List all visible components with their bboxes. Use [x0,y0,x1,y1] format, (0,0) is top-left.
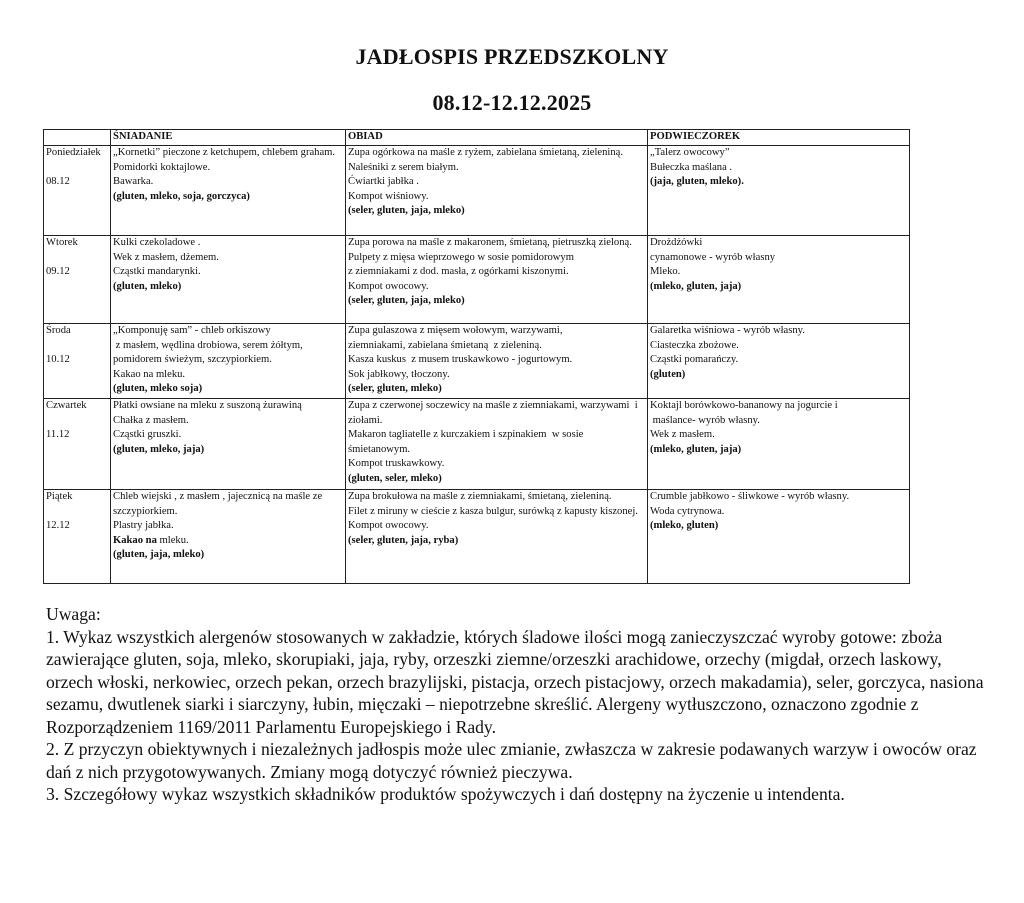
menu-item-line: Zupa z czerwonej soczewicy na maśle z ziemniakami, warzywami i ziołami. [348,400,641,426]
column-header-snack: PODWIECZOREK [648,130,910,146]
day-cell [44,236,111,324]
menu-item-line: Mleko. [650,266,681,278]
day-cell [44,324,111,399]
day-name: Piątek [46,491,73,502]
menu-item-line: Kompot wiśniowy. [348,190,429,202]
menu-item-line: „Komponuję sam” - chleb orkiszowy [113,325,271,336]
menu-item-line: Crumble jabłkowo - śliwkowe - wyrób własny. [650,491,850,502]
menu-item-line: Makaron tagliatelle z kurczakiem i szpinakiem w sosie śmietanowym. [348,429,586,455]
notes-section [46,603,986,806]
menu-item-line: Cząstki gruszki. [113,429,182,441]
menu-table [43,129,910,584]
menu-item-line: Zupa porowa na maśle z makaronem, śmietaną, pietruszką zieloną. [348,237,632,248]
menu-item-line: Wek z masłem. [650,429,715,441]
day-name: Wtorek [46,237,78,248]
allergen-line: (gluten, jaja, mleko) [113,549,205,561]
menu-item-line: Kakao na mleku. [113,368,186,380]
allergen-line: (gluten, seler, mleko) [348,472,442,484]
allergen-line: (gluten) [650,368,686,380]
allergen-line: (seler, gluten, mleko) [348,383,442,395]
day-date: 12.12 [46,520,70,532]
menu-item-line: Bawarka. [113,176,154,188]
menu-item-line: Ćwiartki jabłka . [348,176,419,188]
day-date: 09.12 [46,266,70,278]
menu-item-line: Naleśniki z serem białym. [348,161,459,173]
menu-item-line: Zupa brokułowa na maśle z ziemniakami, śmietaną, zieleniną. [348,491,612,502]
day-date: 08.12 [46,176,70,188]
allergen-line: (jaja, gluten, mleko). [650,176,744,188]
day-name: Poniedziałek [46,147,101,158]
menu-item-line: z masłem, wędlina drobiowa, serem żółtym, [113,339,303,351]
menu-item-line: „Talerz owocowy” [650,147,730,158]
breakfast-cell [111,236,346,324]
menu-item-line: Cząstki pomarańczy. [650,354,739,366]
snack-cell [648,236,910,324]
day-cell [44,146,111,236]
snack-cell [648,399,910,490]
table-row [44,146,910,236]
note-item: 1. Wykaz wszystkich alergenów stosowanych w zakładzie, których śladowe ilości mogą zanieczyszczać wyroby gotowe: zboża zawierające gluten, soja, mleko, skorupiaki, jaja, ryby, orzeszki ziemne/orzeszki arachidowe, orzechy (migdał, orzech laskowy, orzech włoski, nerkowiec, orzech pekan, orzech brazylijski, pistacja, orzech pistacjowy, orzech makadamia), seler, gorczyca, nasiona sezamu, dwutlenek siarki i siarczyny, łubin, mięczaki – niepotrzebne skreślić. Alergeny wytłuszczono, oznaczono zgodnie z Rozporządzeniem 1169/2011 Parlamentu Europejskiego i Rady. [46,626,984,737]
menu-item-line: „Kornetki” pieczone z ketchupem, chlebem graham. [113,147,336,158]
menu-item-line: Chałka z masłem. [113,414,189,426]
date-range: 08.12-12.12.2025 [432,90,592,115]
allergen-line: (mleko, gluten) [650,520,719,532]
day-name: Środa [46,325,71,336]
breakfast-cell [111,490,346,584]
menu-item-line: cynamonowe - wyrób własny [650,251,776,263]
allergen-line: (mleko, gluten, jaja) [650,280,742,292]
menu-item-line: Koktajl borówkowo-bananowy na jogurcie i [650,400,838,411]
menu-item-line: z ziemniakami z dod. masła, z ogórkami kiszonymi. [348,266,569,278]
column-header-day [44,130,111,146]
menu-item-line: Pulpety z mięsa wieprzowego w sosie pomidorowym [348,251,574,263]
menu-item-line: maślance- wyrób własny. [650,414,760,426]
menu-item-line: Wek z masłem, dżemem. [113,251,219,263]
column-header-lunch: OBIAD [346,130,648,146]
lunch-cell [346,146,648,236]
column-header-breakfast: ŚNIADANIE [111,130,346,146]
allergen-line: (gluten, mleko) [113,280,182,292]
menu-item-line: Bułeczka maślana . [650,161,733,173]
day-cell [44,399,111,490]
breakfast-cell [111,324,346,399]
menu-item-line: Woda cytrynowa. [650,505,725,517]
day-cell [44,490,111,584]
menu-item-line: Chleb wiejski , z masłem , jajecznicą na maśle ze szczypiorkiem. [113,491,325,517]
table-row [44,324,910,399]
menu-item-line: Sok jabłkowy, tłoczony. [348,368,450,380]
allergen-line: (mleko, gluten, jaja) [650,443,742,455]
note-item: 3. Szczegółowy wykaz wszystkich składników produktów spożywczych i dań dostępny na życzenie u intendenta. [46,784,845,804]
page-title: JADŁOSPIS PRZEDSZKOLNY [355,44,669,69]
menu-item-line: Ciasteczka zbożowe. [650,339,739,351]
lunch-cell [346,490,648,584]
snack-cell [648,146,910,236]
day-name: Czwartek [46,400,87,411]
table-row [44,236,910,324]
menu-item-line: Kulki czekoladowe . [113,237,201,248]
table-row [44,490,910,584]
menu-item-line: Cząstki mandarynki. [113,266,201,278]
menu-item-line: Zupa gulaszowa z mięsem wołowym, warzywami, [348,325,563,336]
snack-cell [648,490,910,584]
allergen-line: (gluten, mleko, jaja) [113,443,205,455]
menu-item-rest-part: mleku. [156,534,189,546]
allergen-line: (seler, gluten, jaja, mleko) [348,295,465,307]
allergen-line: (gluten, mleko soja) [113,383,203,395]
menu-item-line: Plastry jabłka. [113,520,174,532]
lunch-cell [346,324,648,399]
menu-item-line: Kompot truskawkowy. [348,458,445,470]
menu-item-line: Galaretka wiśniowa - wyrób własny. [650,325,805,336]
allergen-line [113,534,343,549]
menu-item-line: Drożdżówki [650,237,703,248]
breakfast-cell [111,146,346,236]
allergen-line: (seler, gluten, jaja, mleko) [348,205,465,217]
menu-item-line: Kompot owocowy. [348,520,429,532]
table-row [44,399,910,490]
menu-item-line: pomidorem świeżym, szczypiorkiem. [113,354,272,366]
lunch-cell [346,399,648,490]
menu-item-line: Kompot owocowy. [348,280,429,292]
lunch-cell [346,236,648,324]
allergen-line: (seler, gluten, jaja, ryba) [348,534,459,546]
table-header-row [44,130,910,146]
notes-heading: Uwaga: [46,604,101,624]
menu-item-bold-part: Kakao na [113,534,157,546]
allergen-line: (gluten, mleko, soja, gorczyca) [113,190,250,202]
day-date: 10.12 [46,354,70,366]
snack-cell [648,324,910,399]
breakfast-cell [111,399,346,490]
menu-item-line: Pomidorki koktajlowe. [113,161,211,173]
menu-item-line: Płatki owsiane na mleku z suszoną żurawiną [113,400,302,411]
menu-item-line: Kasza kuskus z musem truskawkowo - jogurtowym. [348,354,573,366]
menu-item-line: Zupa ogórkowa na maśle z ryżem, zabielana śmietaną, zieleniną. [348,147,624,158]
menu-item-line: ziemniakami, zabielana śmietaną z zieleniną. [348,339,542,351]
menu-item-line: Filet z miruny w cieście z kasza bulgur, surówką z kapusty kiszonej. [348,505,638,517]
note-item: 2. Z przyczyn obiektywnych i niezależnych jadłospis może ulec zmianie, zwłaszcza w zakresie podawanych warzyw i owoców oraz dań z nich przygotowywanych. Zmiany mogą dotyczyć również pieczywa. [46,739,977,782]
day-date: 11.12 [46,429,70,441]
